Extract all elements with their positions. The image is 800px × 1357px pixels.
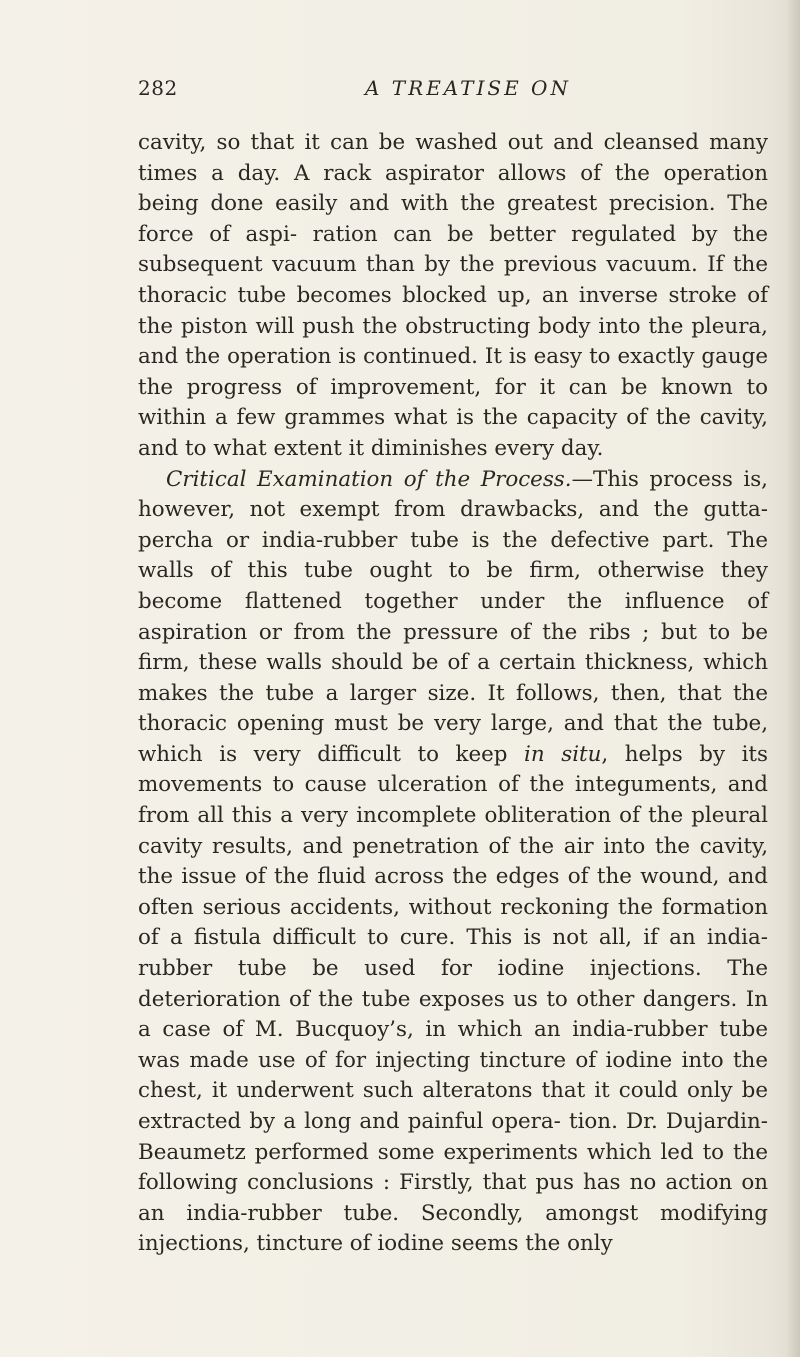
paragraph-2 xyxy=(138,465,768,1260)
page-number: 282 xyxy=(138,76,178,100)
page-edge-shadow xyxy=(786,0,800,1357)
body-text xyxy=(138,128,768,1260)
section-heading: Critical Examination of the Process. xyxy=(166,466,572,492)
running-head: A TREATISE ON xyxy=(365,76,571,100)
paragraph-1: cavity, so that it can be washed out and cleansed many times a day. A rack aspirator allows of the operation being done easily and with the greatest precision. The force of aspi- ration can be better regulated by the subsequent vacuum than by the previous vacuum. If the thoracic tube becomes blocked up, an inverse stroke of the piston will push the obstructing body into the pleura, and the operation is continued. It is easy to exactly gauge the progress of improvement, for it can be known to within a few grammes what is the capacity of the cavity, and to what extent it diminishes every day. xyxy=(138,130,768,461)
latin-phrase: in situ xyxy=(524,741,602,767)
paragraph-2-text-a: —This process is, however, not exempt from drawbacks, and the gutta- percha or india-rubber tube is the defective part. The walls of this tube ought to be firm, otherwise they become flattened together under the influence of aspiration or from the pressure of the ribs ; but to be firm, these walls should be of a certain thickness, which makes the tube a larger size. It follows, then, that the thoracic opening must be very large, and that the tube, which is very difficult to keep xyxy=(138,466,768,767)
paragraph-2-text-b: , helps by its movements to cause ulceration of the integuments, and from all this a very incomplete obliteration of the pleural cavity results, and penetration of the air into the cavity, the issue of the fluid across the edges of the wound, and often serious accidents, without reckoning the formation of a fistula difficult to cure. This is not all, if an india-rubber tube be used for iodine injections. The deterioration of the tube exposes us to other dangers. In a case of M. Bucquoy’s, in which an india-rubber tube was made use of for injecting tincture of iodine into the chest, it underwent such alteratons that it could only be extracted by a long and painful opera- tion. Dr. Dujardin-Beaumetz performed some experiments which led to the following conclusions : Firstly, that pus has no action on an india-rubber tube. Secondly, amongst modifying injections, tincture of iodine seems the only xyxy=(138,741,768,1257)
page-header xyxy=(0,76,800,106)
